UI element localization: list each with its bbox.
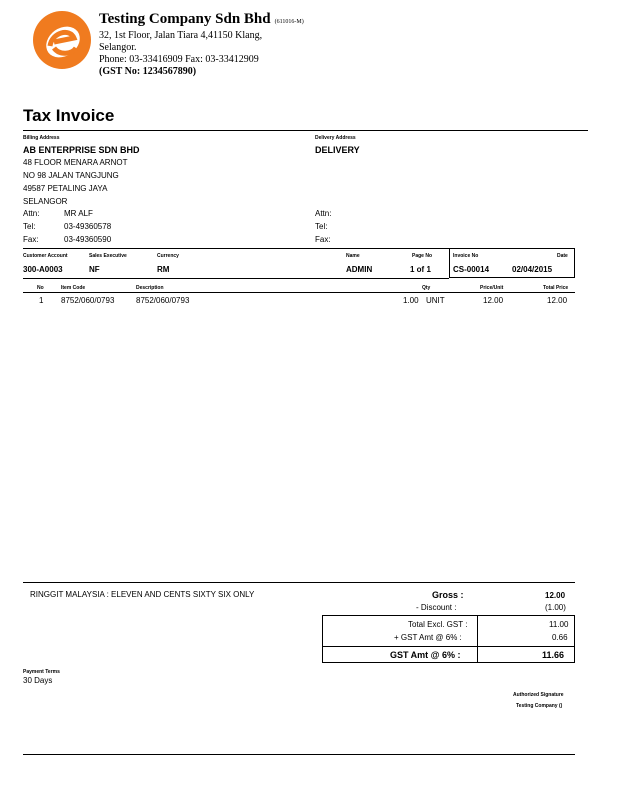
table-header-divider xyxy=(23,292,575,293)
billing-line-2: NO 98 JALAN TANGJUNG xyxy=(23,171,119,180)
total-excl-gst-label: Total Excl. GST : xyxy=(408,620,468,629)
total-excl-gst-value: 11.00 xyxy=(549,620,569,629)
company-logo xyxy=(30,8,94,72)
gst-box-hdivider xyxy=(322,646,575,647)
billing-address-label: Billing Address xyxy=(23,135,60,141)
company-address-line2: Selangor. xyxy=(99,42,137,53)
gst-total-label: GST Amt @ 6% : xyxy=(390,650,461,660)
delivery-name: DELIVERY xyxy=(315,145,360,155)
info-top-divider xyxy=(23,248,449,249)
row-price: 12.00 xyxy=(483,296,504,305)
delivery-fax-label: Fax: xyxy=(315,235,331,244)
billing-tel: 03-49360578 xyxy=(64,222,112,231)
company-phone-fax: Phone: 03-33416909 Fax: 03-33412909 xyxy=(99,54,259,65)
row-uom: UNIT xyxy=(426,296,445,305)
payment-terms-label: Payment Terms xyxy=(23,669,60,675)
amount-in-words: RINGGIT MALAYSIA : ELEVEN AND CENTS SIXTY SIX ONLY xyxy=(30,590,255,599)
name-label: Name xyxy=(346,253,360,259)
company-gst-no: (GST No: 1234567890) xyxy=(99,66,197,77)
delivery-tel-label: Tel: xyxy=(315,222,328,231)
col-total-header: Total Price xyxy=(543,285,569,291)
footer-divider xyxy=(23,754,575,755)
col-no-header: No xyxy=(37,285,44,291)
discount-value: (1.00) xyxy=(545,603,566,612)
col-price-header: Price/Unit xyxy=(480,285,504,291)
billing-fax: 03-49360590 xyxy=(64,235,112,244)
page-title: Tax Invoice xyxy=(23,106,115,125)
signature-company: Testing Company () xyxy=(516,703,563,709)
gross-label: Gross : xyxy=(432,590,464,600)
col-item-code-header: Item Code xyxy=(61,285,86,291)
currency-label: Currency xyxy=(157,253,179,259)
col-description-header: Description xyxy=(136,285,164,291)
page-no-label: Page No xyxy=(412,253,433,259)
invoice-no-label: Invoice No xyxy=(453,253,479,259)
row-item-code: 8752/060/0793 xyxy=(61,296,115,305)
billing-line-1: 48 FLOOR MENARA ARNOT xyxy=(23,158,128,167)
billing-fax-label: Fax: xyxy=(23,235,39,244)
company-address-line1: 32, 1st Floor, Jalan Tiara 4,41150 Klang, xyxy=(99,30,263,41)
gross-value: 12.00 xyxy=(545,591,566,600)
info-bottom-divider xyxy=(23,278,449,279)
billing-line-4: SELANGOR xyxy=(23,197,68,206)
row-qty: 1.00 xyxy=(403,296,419,305)
invoice-no: CS-00014 xyxy=(453,265,490,274)
page-no: 1 of 1 xyxy=(410,265,431,274)
delivery-attn-label: Attn: xyxy=(315,209,332,218)
row-description: 8752/060/0793 xyxy=(136,296,190,305)
row-total: 12.00 xyxy=(547,296,568,305)
date-value: 02/04/2015 xyxy=(512,265,553,274)
currency: RM xyxy=(157,265,170,274)
billing-attn: MR ALF xyxy=(64,209,93,218)
signature-label: Authorized Signature xyxy=(513,692,564,698)
billing-attn-label: Attn: xyxy=(23,209,40,218)
company-reg-no: (611016-M) xyxy=(274,19,304,25)
date-label: Date xyxy=(557,253,568,259)
sales-exec-label: Sales Executive xyxy=(89,253,127,259)
customer-account: 300-A0003 xyxy=(23,265,63,274)
discount-label: - Discount : xyxy=(416,603,457,612)
payment-terms: 30 Days xyxy=(23,676,53,685)
gst-total-value: 11.66 xyxy=(542,650,565,660)
title-divider xyxy=(23,130,588,131)
billing-line-3: 49587 PETALING JAYA xyxy=(23,184,108,193)
billing-tel-label: Tel: xyxy=(23,222,36,231)
name-value: ADMIN xyxy=(346,265,373,274)
delivery-address-label: Delivery Address xyxy=(315,135,356,141)
company-name: Testing Company Sdn Bhd xyxy=(99,11,271,27)
gst-amt-value: 0.66 xyxy=(552,633,568,642)
sales-exec: NF xyxy=(89,265,100,274)
col-qty-header: Qty xyxy=(422,285,431,291)
gst-amt-label: + GST Amt @ 6% : xyxy=(394,633,462,642)
row-no: 1 xyxy=(39,296,44,305)
totals-divider xyxy=(23,582,575,583)
gst-box-vdivider xyxy=(477,615,478,663)
billing-name: AB ENTERPRISE SDN BHD xyxy=(23,145,140,155)
customer-account-label: Customer Account xyxy=(23,253,68,259)
